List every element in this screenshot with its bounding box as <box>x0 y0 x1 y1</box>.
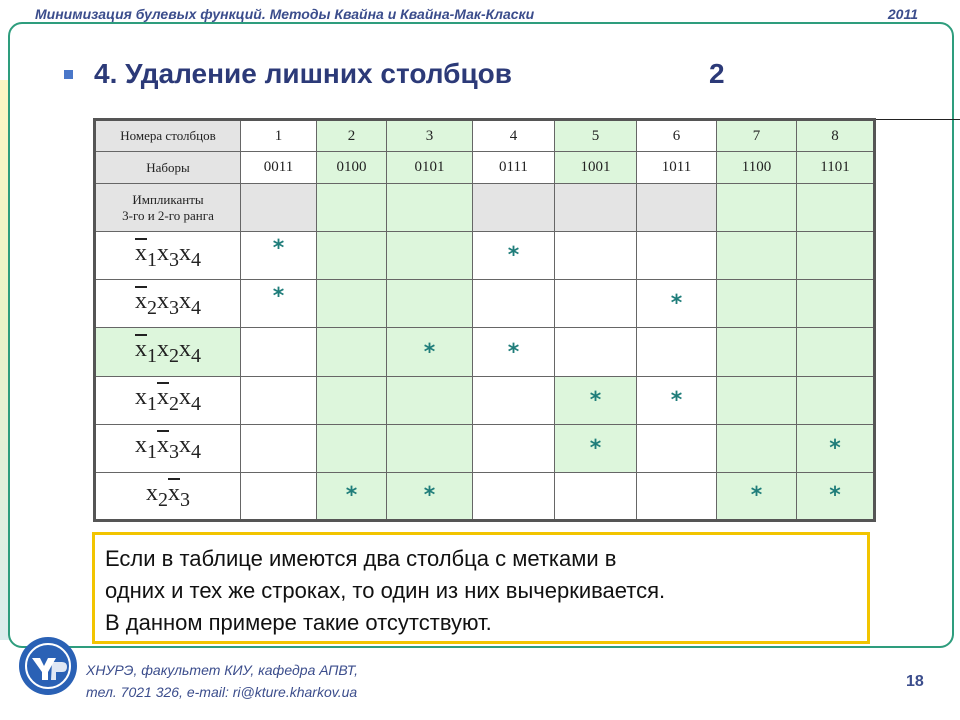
set-value: 1011 <box>637 152 717 184</box>
implicant-x2bar-x3-x4: $\overline{x}_2x_3x_4$ <box>95 280 241 328</box>
column-number: 1 <box>241 120 317 152</box>
row-label-columns: Номера столбцов <box>95 120 241 152</box>
footer-affiliation: ХНУРЭ, факультет КИУ, кафедра АПВТ, <box>86 662 359 678</box>
header <box>0 0 960 30</box>
set-value: 1101 <box>797 152 875 184</box>
implicant-x1bar-x3-x4: $\overline{x}_1x_3x_4$ <box>95 232 241 280</box>
mark-star: * <box>829 435 841 461</box>
table-row <box>95 328 875 376</box>
table-row <box>95 232 875 280</box>
implicant-table <box>93 118 876 522</box>
column-number: 8 <box>797 120 875 152</box>
mark-star: * <box>750 483 763 509</box>
note-line: В данном примере такие отсутствуют. <box>105 610 492 635</box>
set-value: 0111 <box>473 152 555 184</box>
mark-star: * <box>589 387 602 413</box>
mark-star: * <box>423 483 436 509</box>
table-row <box>95 472 875 520</box>
row-label-implicants <box>95 184 241 232</box>
mark-star: * <box>829 483 841 509</box>
frame-divider <box>870 119 960 120</box>
mark-star: * <box>670 387 683 413</box>
mark-star: * <box>423 339 436 365</box>
table-row <box>95 184 875 232</box>
row-label-sets: Наборы <box>95 152 241 184</box>
slide-title: 4. Удаление лишних столбцов <box>94 58 512 89</box>
set-value: 0011 <box>241 152 317 184</box>
mark-star: * <box>670 291 683 317</box>
column-number: 3 <box>387 120 473 152</box>
implicant-x2-x3bar: $x_2\overline{x}_3$ <box>95 472 241 520</box>
note-line: одних и тех же строках, то один из них вычеркивается. <box>105 578 666 603</box>
table-row <box>95 152 875 184</box>
table-row <box>95 424 875 472</box>
column-number: 6 <box>637 120 717 152</box>
slide-title-number: 2 <box>709 58 725 89</box>
table-row <box>95 280 875 328</box>
mark-star: * <box>507 339 520 365</box>
header-title: Минимизация булевых функций. Методы Квайна и Квайна-Мак-Класки <box>35 6 535 22</box>
mark-star: * <box>272 236 285 262</box>
row-label-implicants-line2: 3-го и 2-го ранга <box>122 207 214 223</box>
mark-star: * <box>272 284 285 310</box>
mark-star: * <box>507 243 520 269</box>
bullet-icon <box>64 70 73 79</box>
header-year: 2011 <box>887 6 918 22</box>
row-label-implicants-line1: Импликанты <box>132 191 204 207</box>
set-value: 1100 <box>717 152 797 184</box>
column-number: 4 <box>473 120 555 152</box>
note-line: Если в таблице имеются два столбца с метками в <box>105 546 617 571</box>
table-row <box>95 376 875 424</box>
mark-star: * <box>589 435 602 461</box>
implicant-x1bar-x2-x4: $\overline{x}_1x_2x_4$ <box>95 328 241 376</box>
university-logo-icon <box>18 636 78 696</box>
column-number: 2 <box>317 120 387 152</box>
page-number: 18 <box>906 673 924 690</box>
table-row <box>95 120 875 152</box>
set-value: 0100 <box>317 152 387 184</box>
implicant-x1-x2bar-x4: $x_1\overline{x}_2x_4$ <box>95 376 241 424</box>
set-value: 0101 <box>387 152 473 184</box>
column-number: 5 <box>555 120 637 152</box>
mark-star: * <box>345 483 358 509</box>
set-value: 1001 <box>555 152 637 184</box>
column-number: 7 <box>717 120 797 152</box>
footer-contact: тел. 7021 326, e-mail: ri@kture.kharkov.ua <box>86 684 358 700</box>
note-box <box>92 532 870 644</box>
implicant-x1-x3bar-x4: $x_1\overline{x}_3x_4$ <box>95 424 241 472</box>
